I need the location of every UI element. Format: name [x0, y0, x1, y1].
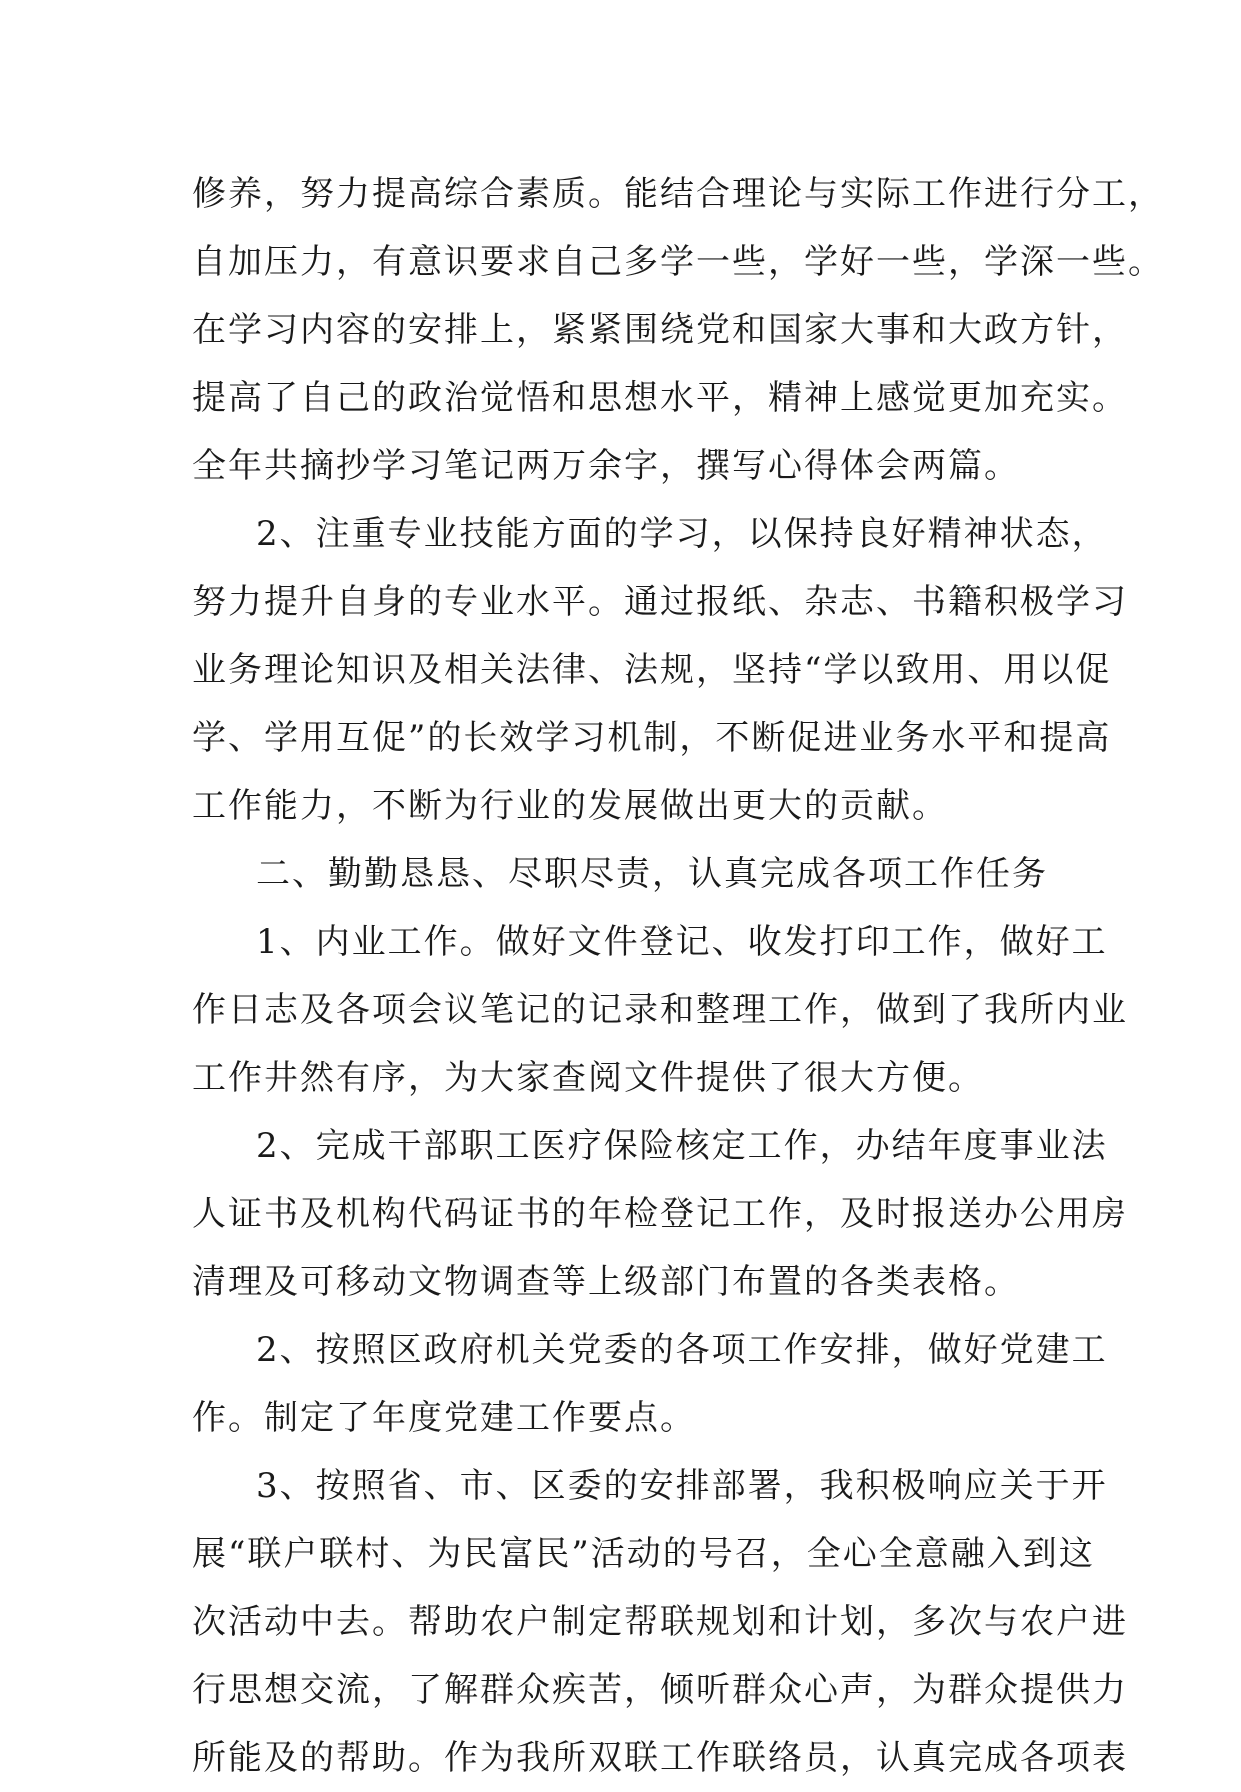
text-line: 行思想交流，了解群众疾苦，倾听群众心声，为群众提供力 — [192, 1670, 1128, 1710]
paragraph-start-line: 2、完成干部职工医疗保险核定工作，办结年度事业法 — [256, 1126, 1108, 1166]
text-line: 作。制定了年度党建工作要点。 — [192, 1398, 696, 1438]
paragraph-start-line: 3、按照省、市、区委的安排部署，我积极响应关于开 — [256, 1466, 1108, 1506]
text-line: 努力提升自身的专业水平。通过报纸、杂志、书籍积极学习 — [192, 582, 1128, 622]
text-line: 清理及可移动文物调查等上级部门布置的各类表格。 — [192, 1262, 1020, 1302]
text-line: 展“联户联村、为民富民”活动的号召，全心全意融入到这 — [192, 1534, 1095, 1574]
paragraph-start-line: 2、按照区政府机关党委的各项工作安排，做好党建工 — [256, 1330, 1108, 1370]
text-line: 所能及的帮助。作为我所双联工作联络员，认真完成各项表 — [192, 1738, 1128, 1778]
text-line: 修养，努力提高综合素质。能结合理论与实际工作进行分工， — [192, 174, 1164, 214]
body-text — [192, 160, 1164, 1792]
paragraph-start-line: 2、注重专业技能方面的学习，以保持良好精神状态， — [256, 514, 1108, 554]
text-line: 工作井然有序，为大家查阅文件提供了很大方便。 — [192, 1058, 984, 1098]
paragraph-start-line: 1、内业工作。做好文件登记、收发打印工作，做好工 — [256, 922, 1108, 962]
text-line: 全年共摘抄学习笔记两万余字，撰写心得体会两篇。 — [192, 446, 1020, 486]
text-line: 自加压力，有意识要求自己多学一些，学好一些，学深一些。 — [192, 242, 1164, 282]
text-line: 次活动中去。帮助农户制定帮联规划和计划，多次与农户进 — [192, 1602, 1128, 1642]
text-line: 人证书及机构代码证书的年检登记工作，及时报送办公用房 — [192, 1194, 1128, 1234]
text-line: 工作能力，不断为行业的发展做出更大的贡献。 — [192, 786, 948, 826]
text-line: 学、学用互促”的长效学习机制，不断促进业务水平和提高 — [192, 718, 1112, 758]
text-line: 提高了自己的政治觉悟和思想水平，精神上感觉更加充实。 — [192, 378, 1128, 418]
text-line: 作日志及各项会议笔记的记录和整理工作，做到了我所内业 — [192, 990, 1128, 1030]
text-line: 在学习内容的安排上，紧紧围绕党和国家大事和大政方针， — [192, 310, 1128, 350]
text-line: 业务理论知识及相关法律、法规，坚持“学以致用、用以促 — [192, 650, 1112, 690]
section-heading: 二、勤勤恳恳、尽职尽责，认真完成各项工作任务 — [256, 854, 1048, 894]
